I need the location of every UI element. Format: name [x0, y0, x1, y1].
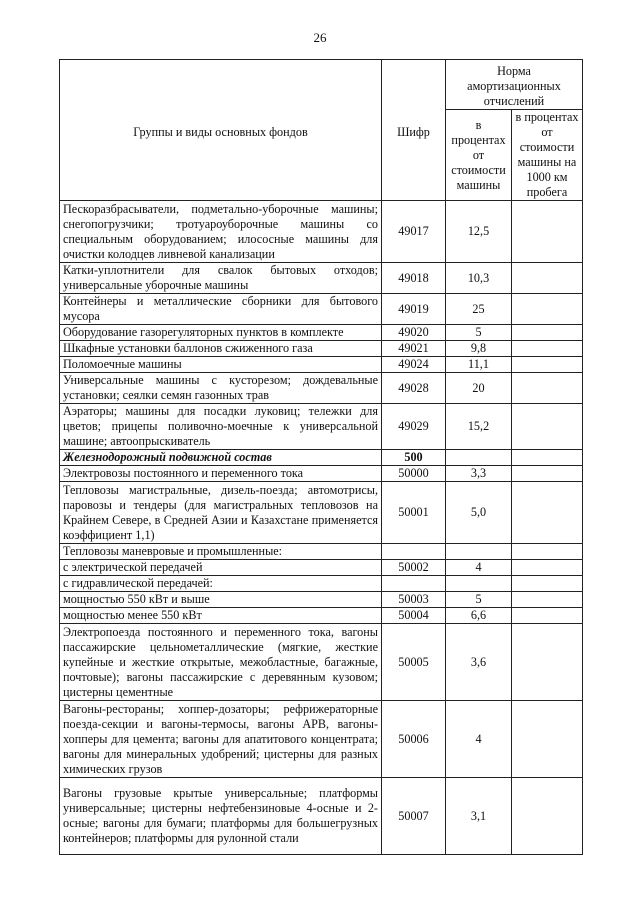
row-pct-per-1000km [512, 544, 583, 560]
row-code: 50000 [382, 466, 446, 482]
row-pct-per-1000km [512, 576, 583, 592]
row-code: 49020 [382, 325, 446, 341]
table-row [60, 325, 583, 341]
row-code: 50003 [382, 592, 446, 608]
row-code: 50004 [382, 608, 446, 624]
table-row [60, 357, 583, 373]
row-code [382, 576, 446, 592]
row-name: Аэраторы; машины для посадки луковиц; тележки для цветов; прицепы поливочно-моечные к универсальной машине; автоопрыскиватель [60, 404, 382, 450]
row-pct-per-1000km [512, 294, 583, 325]
row-code: 500 [382, 450, 446, 466]
table-header-row [60, 60, 583, 110]
table-row [60, 201, 583, 263]
section-row [60, 450, 583, 466]
table-row [60, 373, 583, 404]
row-code: 50001 [382, 482, 446, 544]
row-pct-per-1000km [512, 325, 583, 341]
row-pct-per-1000km [512, 357, 583, 373]
row-name: с электрической передачей [60, 560, 382, 576]
row-code: 49018 [382, 263, 446, 294]
row-pct-cost: 3,3 [446, 466, 512, 482]
page-number: 26 [313, 30, 327, 45]
row-code: 49017 [382, 201, 446, 263]
row-pct-per-1000km [512, 778, 583, 855]
table-row [60, 576, 583, 592]
table-row [60, 404, 583, 450]
row-code: 50007 [382, 778, 446, 855]
row-pct-per-1000km [512, 450, 583, 466]
table-row [60, 592, 583, 608]
table-body [60, 201, 583, 855]
row-pct-per-1000km [512, 560, 583, 576]
table-row [60, 294, 583, 325]
row-name: Универсальные машины с кусторезом; дождевальные установки; сеялки семян газонных трав [60, 373, 382, 404]
row-name: мощностью менее 550 кВт [60, 608, 382, 624]
row-name: Контейнеры и металлические сборники для бытового мусора [60, 294, 382, 325]
row-name: Катки-уплотнители для свалок бытовых отходов; универсальные уборочные машины [60, 263, 382, 294]
row-name: Поломоечные машины [60, 357, 382, 373]
table-row [60, 263, 583, 294]
header-pct-per-1000km: в процентах от стоимости машины на 1000 км пробега [512, 110, 583, 201]
row-pct-cost [446, 576, 512, 592]
table-row [60, 544, 583, 560]
row-pct-cost: 5 [446, 325, 512, 341]
row-name: Тепловозы магистральные, дизель-поезда; автомотрисы, паровозы и тендеры (для магистральных тепловозов на Крайнем Севере, в Средней Азии и Казахстане применяется коэффициент 1,1) [60, 482, 382, 544]
header-norm: Норма амортизационных отчислений [446, 60, 583, 110]
row-pct-cost: 5,0 [446, 482, 512, 544]
row-code: 49028 [382, 373, 446, 404]
row-name: Вагоны-рестораны; хоппер-дозаторы; рефрижераторные поезда-секции и вагоны-термосы, вагоны АРВ, вагоны-хопперы для цемента; вагоны для апатитового концентрата; вагоны для минеральных удобрений; цистерны для разных химических грузов [60, 701, 382, 778]
table-row [60, 560, 583, 576]
row-code: 50005 [382, 624, 446, 701]
row-name: с гидравлической передачей: [60, 576, 382, 592]
table-row [60, 624, 583, 701]
row-code [382, 544, 446, 560]
table-row [60, 778, 583, 855]
row-pct-per-1000km [512, 466, 583, 482]
row-pct-cost: 4 [446, 560, 512, 576]
row-name: Оборудование газорегуляторных пунктов в комплекте [60, 325, 382, 341]
row-pct-cost [446, 450, 512, 466]
row-pct-per-1000km [512, 341, 583, 357]
row-name: мощностью 550 кВт и выше [60, 592, 382, 608]
row-pct-per-1000km [512, 701, 583, 778]
row-name: Пескоразбрасыватели, подметально-уборочные машины; снегопогрузчики; тротуароуборочные машины со специальным оборудованием; илососные машины для очистки колодцев ливневой канализации [60, 201, 382, 263]
row-name: Электропоезда постоянного и переменного тока, вагоны пассажирские цельнометаллические (мягкие, жесткие купейные и жесткие открытые, межобластные, багажные, почтовые); вагоны пассажирские с деревянным кузовом; цистерны цементные [60, 624, 382, 701]
row-pct-cost: 20 [446, 373, 512, 404]
row-code: 49019 [382, 294, 446, 325]
row-pct-cost: 15,2 [446, 404, 512, 450]
row-code: 50002 [382, 560, 446, 576]
row-pct-cost: 3,1 [446, 778, 512, 855]
table-row [60, 482, 583, 544]
row-pct-cost: 12,5 [446, 201, 512, 263]
row-pct-cost: 6,6 [446, 608, 512, 624]
table-row [60, 341, 583, 357]
row-pct-cost: 3,6 [446, 624, 512, 701]
row-code: 49029 [382, 404, 446, 450]
row-pct-cost: 5 [446, 592, 512, 608]
row-name: Вагоны грузовые крытые универсальные; платформы универсальные; цистерны нефтебензиновые 4-осные и 2-осные; вагоны для бумаги; платформы для большегрузных контейнеров; платформы для рулонной стали [60, 778, 382, 855]
header-pct-cost: в процентах от стоимости машины [446, 110, 512, 201]
row-pct-cost: 9,8 [446, 341, 512, 357]
row-pct-per-1000km [512, 201, 583, 263]
row-pct-per-1000km [512, 482, 583, 544]
header-groups: Группы и виды основных фондов [60, 60, 382, 201]
row-code: 50006 [382, 701, 446, 778]
row-pct-per-1000km [512, 624, 583, 701]
row-name: Тепловозы маневровые и промышленные: [60, 544, 382, 560]
table-row [60, 608, 583, 624]
row-name: Электровозы постоянного и переменного тока [60, 466, 382, 482]
row-pct-cost: 4 [446, 701, 512, 778]
table-row [60, 701, 583, 778]
row-pct-per-1000km [512, 608, 583, 624]
row-pct-cost: 10,3 [446, 263, 512, 294]
table-row [60, 466, 583, 482]
row-pct-per-1000km [512, 373, 583, 404]
header-code: Шифр [382, 60, 446, 201]
row-code: 49021 [382, 341, 446, 357]
row-name: Шкафные установки баллонов сжиженного газа [60, 341, 382, 357]
row-pct-per-1000km [512, 263, 583, 294]
amortization-table [59, 59, 583, 855]
row-code: 49024 [382, 357, 446, 373]
row-pct-per-1000km [512, 592, 583, 608]
row-name: Железнодорожный подвижной состав [60, 450, 382, 466]
row-pct-cost: 25 [446, 294, 512, 325]
row-pct-per-1000km [512, 404, 583, 450]
row-pct-cost: 11,1 [446, 357, 512, 373]
row-pct-cost [446, 544, 512, 560]
